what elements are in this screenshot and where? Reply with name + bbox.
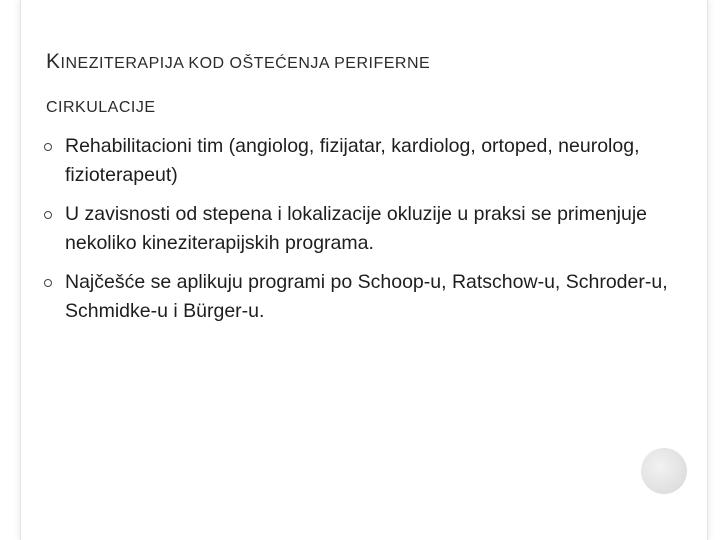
bullet-circle-icon	[44, 279, 52, 287]
title-line-2: CIRKULACIJE	[46, 99, 156, 116]
bullet-circle-icon	[44, 211, 52, 219]
bullet-item	[44, 132, 684, 190]
bullet-circle-icon	[44, 143, 52, 151]
decorative-circle	[641, 448, 687, 494]
bullet-text: Rehabilitacioni tim (angiolog, fizijatar, kardiolog, ortoped, neurolog, fizioterapeut)	[65, 135, 640, 186]
bullet-text: Najčešće se aplikuju programi po Schoop-u, Ratschow-u, Schroder-u, Schmidke-u i Bürger-u.	[65, 271, 668, 322]
slide-title	[46, 40, 646, 130]
title-line-1-text: INEZITERAPIJA KOD OŠTEĆENJA PERIFERNE	[60, 55, 431, 72]
bullet-item	[44, 268, 684, 326]
bullet-text: U zavisnosti od stepena i lokalizacije okluzije u praksi se primenjuje nekoliko kineziterapijskih programa.	[65, 203, 648, 254]
title-line-1	[46, 40, 646, 86]
title-first-letter: K	[46, 50, 61, 73]
bullet-list	[44, 132, 684, 336]
bullet-item	[44, 200, 684, 258]
